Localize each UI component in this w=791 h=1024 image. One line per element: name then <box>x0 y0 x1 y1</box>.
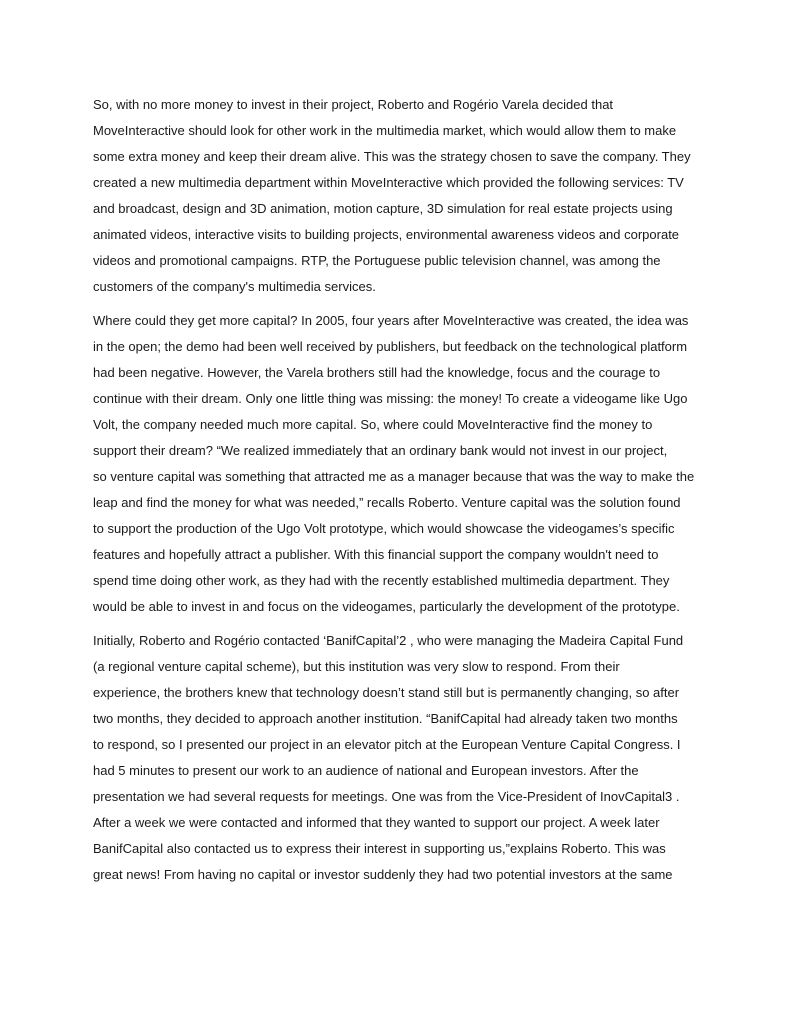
text-line: some extra money and keep their dream alive. This was the strategy chosen to save the company. They <box>93 149 691 164</box>
document-body <box>93 92 703 888</box>
text-line: customers of the company's multimedia services. <box>93 279 376 294</box>
text-line: Initially, Roberto and Rogério contacted ‘BanifCapital’2 , who were managing the Madeira Capital Fund <box>93 633 684 648</box>
text-line: Where could they get more capital? In 2005, four years after MoveInteractive was created, the idea was <box>93 313 689 328</box>
text-line: to support the production of the Ugo Volt prototype, which would showcase the videogames’s specific <box>93 521 675 536</box>
text-line: created a new multimedia department within MoveInteractive which provided the following services: TV <box>93 175 684 190</box>
text-line: in the open; the demo had been well received by publishers, but feedback on the technological platform <box>93 339 688 354</box>
text-line: features and hopefully attract a publisher. With this financial support the company wouldn't need to <box>93 547 659 562</box>
text-line: continue with their dream. Only one little thing was missing: the money! To create a videogame like Ugo <box>93 391 688 406</box>
text-line: MoveInteractive should look for other work in the multimedia market, which would allow them to make <box>93 123 677 138</box>
text-line: so venture capital was something that attracted me as a manager because that was the way to make the <box>93 469 695 484</box>
text-line: great news! From having no capital or investor suddenly they had two potential investors at the same <box>93 867 673 882</box>
text-line: So, with no more money to invest in their project, Roberto and Rogério Varela decided that <box>93 97 614 112</box>
text-line: BanifCapital also contacted us to express their interest in supporting us,”explains Roberto. This was <box>93 841 666 856</box>
text-line: leap and find the money for what was needed,” recalls Roberto. Venture capital was the solution found <box>93 495 681 510</box>
text-line: experience, the brothers knew that technology doesn’t stand still but is permanently changing, so after <box>93 685 680 700</box>
text-line: videos and promotional campaigns. RTP, the Portuguese public television channel, was among the <box>93 253 661 268</box>
text-line: spend time doing other work, as they had with the recently established multimedia department. They <box>93 573 670 588</box>
text-line: animated videos, interactive visits to building projects, environmental awareness videos and corporate <box>93 227 680 242</box>
text-line: and broadcast, design and 3D animation, motion capture, 3D simulation for real estate projects using <box>93 201 673 216</box>
text-line: to respond, so I presented our project in an elevator pitch at the European Venture Capital Congress. I <box>93 737 681 752</box>
text-line: presentation we had several requests for meetings. One was from the Vice-President of InovCapital3 . <box>93 789 680 804</box>
text-line: had been negative. However, the Varela brothers still had the knowledge, focus and the courage to <box>93 365 661 380</box>
text-line: had 5 minutes to present our work to an audience of national and European investors. After the <box>93 763 639 778</box>
text-line: would be able to invest in and focus on the videogames, particularly the development of the prototype. <box>93 599 680 614</box>
text-line: After a week we were contacted and informed that they wanted to support our project. A week later <box>93 815 660 830</box>
text-line: support their dream? “We realized immediately that an ordinary bank would not invest in our project, <box>93 443 668 458</box>
text-line: two months, they decided to approach another institution. “BanifCapital had already taken two months <box>93 711 678 726</box>
text-line: (a regional venture capital scheme), but this institution was very slow to respond. From their <box>93 659 620 674</box>
text-line: Volt, the company needed much more capital. So, where could MoveInteractive find the money to <box>93 417 653 432</box>
paragraph-2 <box>93 308 703 620</box>
paragraph-3 <box>93 628 703 888</box>
paragraph-1 <box>93 92 703 300</box>
